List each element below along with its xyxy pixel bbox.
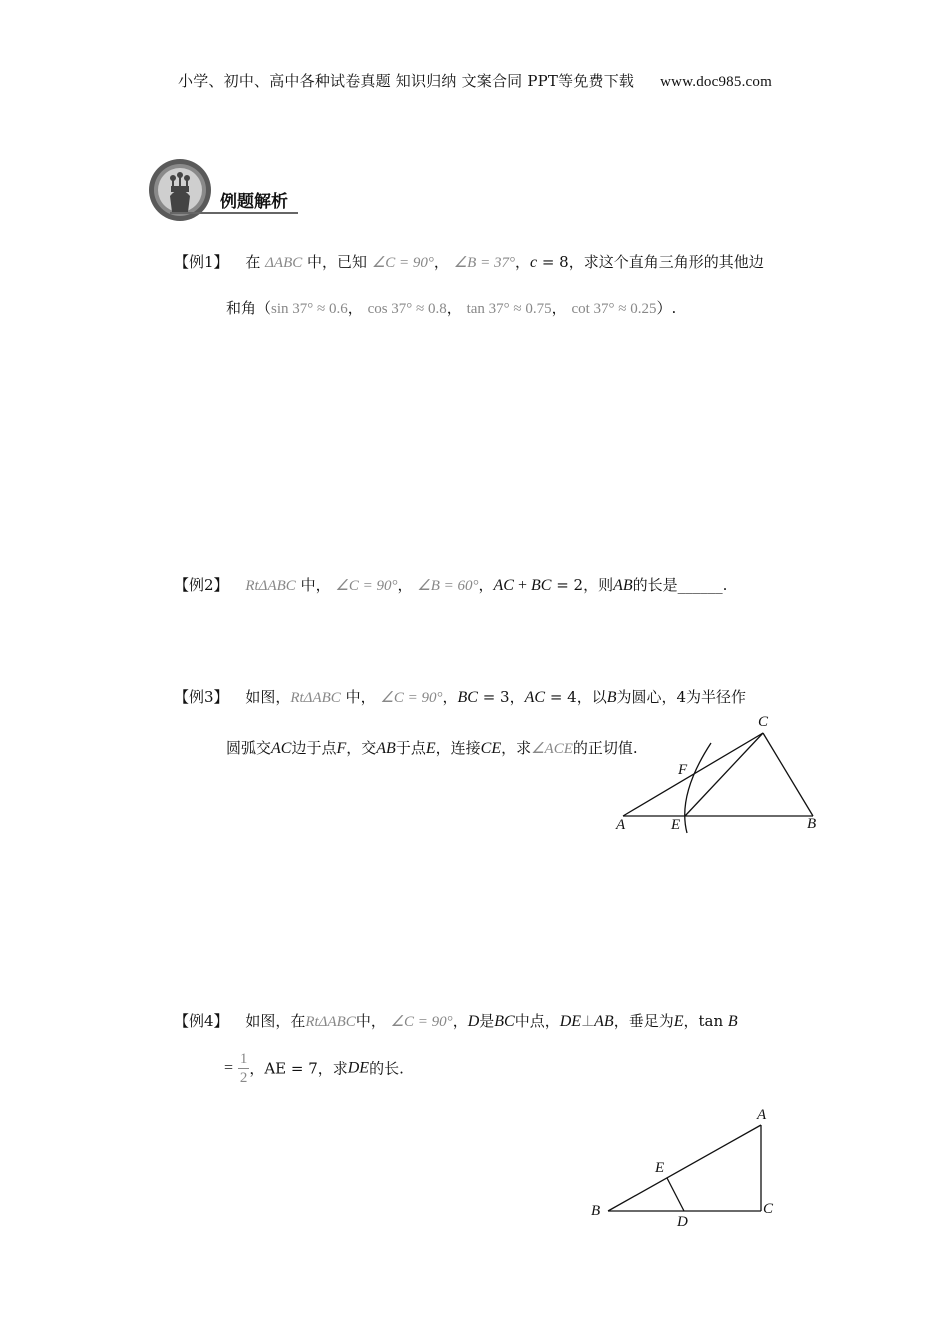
label-f: F: [678, 762, 688, 778]
formula: AC: [493, 577, 514, 594]
formula: ⊥: [581, 1014, 595, 1030]
formula: CE: [480, 740, 502, 757]
formula: RtΔABC: [290, 690, 341, 706]
text: 中，: [355, 1012, 386, 1030]
example-1-line-1: [174, 252, 764, 273]
example-1-label: 【例1】: [174, 253, 229, 271]
text: = 2，则: [551, 576, 614, 594]
segment-ce: [685, 733, 763, 816]
text: 是: [479, 1012, 495, 1030]
formula: ∠C = 90°: [335, 578, 398, 594]
formula: RtΔABC: [305, 1014, 356, 1030]
text: ，连接: [435, 739, 481, 757]
text: ，: [442, 688, 458, 706]
formula: AB: [594, 1013, 614, 1030]
formula: AC: [524, 689, 546, 706]
header-text: 小学、初中、高中各种试卷真题 知识归纳 文案合同 PPT等免费下载: [178, 72, 635, 90]
text: ，tan: [683, 1012, 728, 1030]
formula: ∠C = 90°: [371, 255, 434, 271]
page-header: [0, 70, 950, 91]
formula: F: [336, 740, 347, 757]
formula: ∠B = 60°: [417, 578, 479, 594]
text: 中点，: [514, 1012, 560, 1030]
segment-ed: [667, 1178, 684, 1211]
example-3-label: 【例3】: [174, 688, 229, 706]
formula: AC: [271, 740, 292, 757]
formula: AB: [613, 577, 633, 594]
formula: sin 37° ≈ 0.6: [271, 301, 348, 317]
formula: DE: [559, 1013, 582, 1030]
label-c: C: [758, 714, 769, 730]
section-title: 例题解析: [220, 192, 288, 212]
example-4-figure: [585, 1100, 785, 1235]
text: 如图，: [245, 688, 291, 706]
label-a: A: [757, 1107, 767, 1123]
text: 和角（: [226, 299, 272, 317]
text: 中，: [345, 688, 376, 706]
text: = 3，: [477, 688, 525, 706]
label-d: D: [677, 1214, 688, 1230]
formula: +: [513, 577, 531, 594]
formula: ∠ACE: [531, 741, 573, 757]
text: ）.: [656, 299, 677, 317]
text: 于点: [395, 739, 426, 757]
example-4-line-1: [174, 1011, 738, 1032]
fraction-numerator: 1: [239, 1051, 248, 1067]
example-2-label: 【例2】: [174, 576, 229, 594]
text: 为圆心，4为半径作: [616, 688, 747, 706]
formula: BC: [530, 577, 552, 594]
arc-ef: [685, 743, 711, 833]
text: 的长是: [632, 576, 678, 594]
segment-ba: [608, 1125, 761, 1211]
label-e: E: [671, 817, 681, 833]
text: ，AE = 7，求: [249, 1059, 348, 1078]
text: = 4，以: [545, 688, 607, 706]
fraction-denominator: 2: [239, 1070, 248, 1086]
label-b: B: [807, 816, 817, 832]
example-3-line-2: [226, 738, 638, 759]
formula: D: [467, 1013, 480, 1030]
text: 中，: [300, 576, 331, 594]
formula: tan 37° ≈ 0.75: [466, 301, 552, 317]
text: ，: [397, 576, 413, 594]
label-e: E: [655, 1160, 665, 1176]
text: 边于点: [291, 739, 337, 757]
fraction-one-half: [238, 1050, 250, 1087]
text: ，交: [346, 739, 377, 757]
formula: ∠B = 37°: [453, 255, 515, 271]
example-3-figure: [605, 705, 835, 840]
formula: RtΔABC: [245, 578, 296, 594]
label-c: C: [763, 1201, 774, 1217]
formula: c: [529, 254, 538, 271]
example-4-label: 【例4】: [174, 1012, 229, 1030]
text: ，: [551, 299, 567, 317]
formula: cos 37° ≈ 0.8: [367, 301, 447, 317]
example-1-line-2: [226, 298, 676, 319]
formula: ∠C = 90°: [390, 1014, 453, 1030]
example-2-line-1: [174, 575, 727, 596]
formula: AB: [376, 740, 396, 757]
formula: BC: [457, 689, 478, 706]
text: 的正切值.: [572, 739, 638, 757]
formula: DE: [347, 1059, 370, 1077]
text: = 8，求这个直角三角形的其他边: [537, 253, 764, 271]
text: ，: [514, 253, 530, 271]
text: ，: [478, 576, 494, 594]
formula: B: [727, 1013, 738, 1030]
formula: ∠C = 90°: [380, 690, 443, 706]
formula: ΔABC: [265, 255, 303, 271]
answer-blank: ______.: [677, 576, 728, 594]
segment-ac: [623, 733, 763, 816]
label-b: B: [591, 1203, 601, 1219]
text: 在: [245, 253, 261, 271]
formula: =: [224, 1059, 234, 1077]
label-a: A: [616, 817, 626, 833]
text: ，: [347, 299, 363, 317]
text: ，垂足为: [613, 1012, 674, 1030]
formula: B: [606, 689, 617, 706]
example-4-line-2: [224, 1050, 404, 1087]
formula: E: [425, 740, 436, 757]
text: 如图，在: [245, 1012, 306, 1030]
section-underline: [170, 212, 298, 214]
header-site: www.doc985.com: [660, 74, 772, 90]
text: ，: [446, 299, 462, 317]
text: 中，已知: [307, 253, 368, 271]
text: 的长.: [369, 1059, 404, 1078]
text: 圆弧交: [226, 739, 272, 757]
text: ，: [433, 253, 449, 271]
formula: cot 37° ≈ 0.25: [571, 301, 657, 317]
formula: E: [673, 1013, 684, 1030]
formula: BC: [494, 1013, 515, 1030]
text: ，: [452, 1012, 468, 1030]
text: ，求: [501, 739, 532, 757]
segment-cb: [763, 733, 813, 816]
